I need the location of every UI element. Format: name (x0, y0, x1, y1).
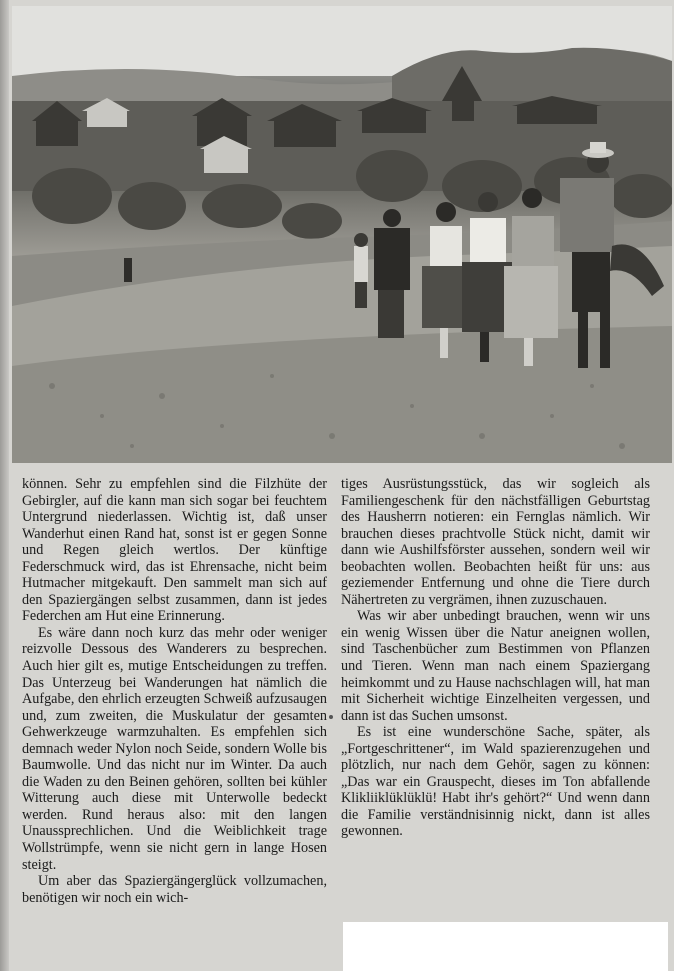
paragraph: Was wir aber unbedingt brauchen, wenn wir uns ein wenig Wissen über die Natur aneignen wollen, sind Taschenbücher zum Bestimmen von Pflanzen und Tieren. Wenn man nach einem Spaziergang heimkommt und zu Hause nachschlagen will, hat man mit Sicherheit wichtige Einzelheiten vergessen, und dann ist das Suchen umsonst. (341, 608, 650, 724)
paragraph: Um aber das Spaziergängerglück vollzumachen, benötigen wir noch ein wich- (22, 873, 327, 906)
left-text-column (22, 476, 327, 906)
paragraph: tiges Ausrüstungsstück, das wir sogleich als Familiengeschenk für den nächstfälligen Geburtstag des Hausherrn notieren: ein Fernglas nämlich. Wir brauchen dieses prachtvolle Stück nicht, damit wir dann wie Aushilfsförster aussehen, sondern weil wir beobachten wollen. Beobachten heißt für uns: aus geziemender Entfernung und ohne die Tiere durch Nähertreten zu vergrämen, ihnen zuzuschauen. (341, 476, 650, 608)
page-gutter-shadow (0, 0, 9, 971)
paragraph: Es ist eine wunderschöne Sache, später, als „Fortgeschrittener“, im Wald spazierenzugehen und plötzlich, nur nach dem Gehör, sagen zu können: „Das war ein Grauspecht, dieses im Ton abfallende Klikliiklüklüklü! Habt ihr's gehört?“ Und wenn dann die Familie verständnisinnig nickt, dann ist alles gewonnen. (341, 724, 650, 840)
paragraph: Es wäre dann noch kurz das mehr oder weniger reizvolle Dessous des Wanderers zu besprechen. Auch hier gilt es, mutige Entscheidungen zu treffen. Das Unterzeug bei Wanderungen hat nämlich die Aufgabe, den ehrlich erzeugten Schweiß aufzusaugen und, zum zweiten, die Muskulatur der gesamten Gehwerkzeuge warmzuhalten. Es empfehlen sich demnach weder Nylon noch Seide, sondern Wolle bis Baumwolle. Und das nicht nur im Winter. Da auch die Waden zu den Beinen gehören, sollten bei kühler Witterung auch diese mit Unterwolle bedeckt werden. Rund heraus also: mit den langen Unaussprechlichen. Und die Weiblichkeit trage Wollstrümpfe, wenn sie nicht gern in lange Hosen steigt. (22, 624, 327, 873)
print-speck (329, 715, 333, 719)
hiking-family-meadow-photo (12, 6, 672, 463)
right-text-column (341, 476, 650, 840)
paragraph: können. Sehr zu empfehlen sind die Filzhüte der Gebirgler, auf die kann man sich sogar bei feuchtem Untergrund niederlassen. Wichtig ist, daß unser Wanderhut einen Rand hat, sonst ist er gegen Sonne und Regen gleich wertlos. Der künftige Federschmuck wird, das ist Ehrensache, nicht beim Hutmacher mitgekauft. Den sammelt man sich auf den Spaziergängen selbst zusammen, dann ist jedes Federchen am Hut eine Erinnerung. (22, 476, 327, 625)
blank-area (343, 922, 668, 971)
